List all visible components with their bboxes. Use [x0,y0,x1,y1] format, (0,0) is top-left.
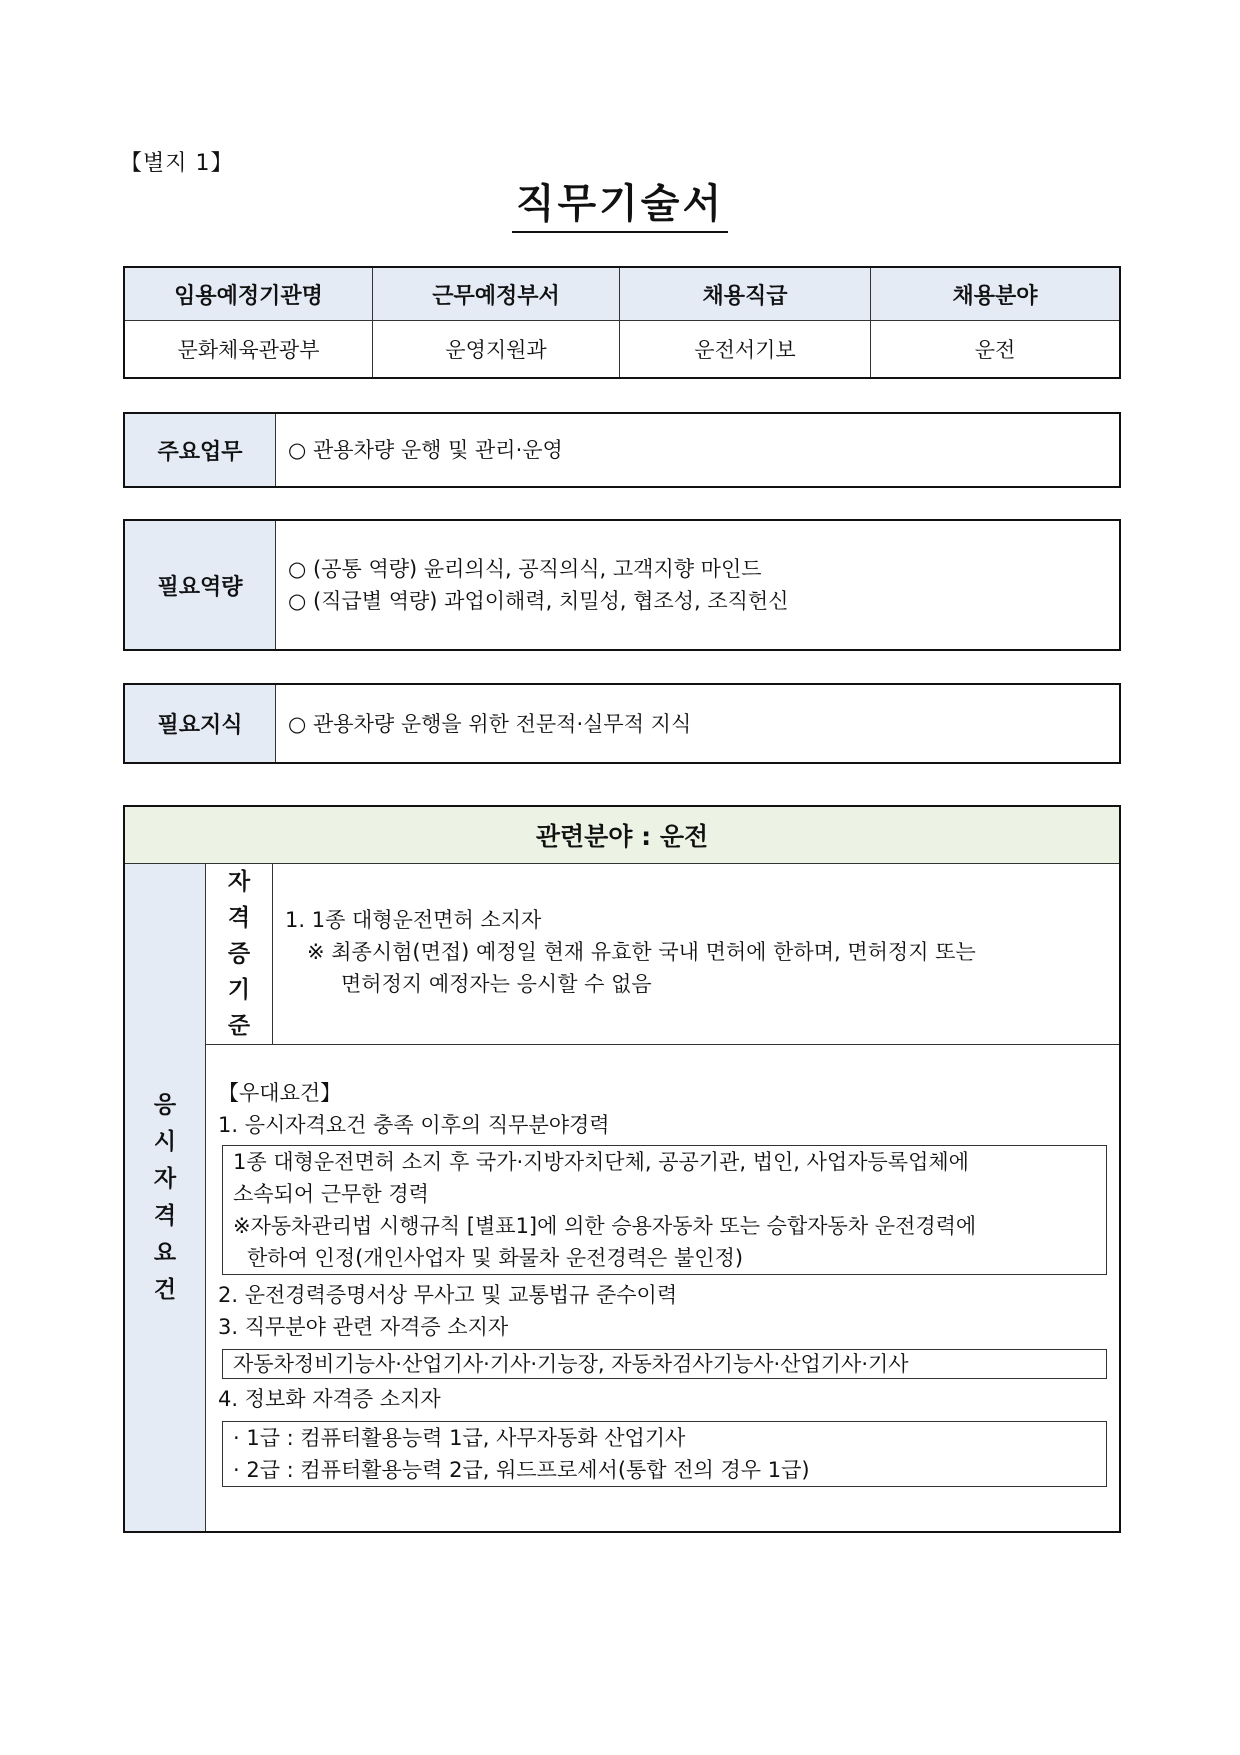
qualification-note: 면허정지 예정자는 응시할 수 없음 [341,972,652,996]
preferred-content [206,1045,1120,1532]
knowledge-label: 필요지식 [125,685,276,763]
qualification-note: ※ 최종시험(면접) 예정일 현재 유효한 국내 면허에 한하며, 면허정지 또는 [307,940,976,964]
preferred-item-4: 4. 정보화 자격증 소지자 [218,1387,441,1411]
competency-item: ○ (공통 역량) 윤리의식, 공직의식, 고객지향 마인드 [288,557,762,581]
preferred-box-4 [222,1421,1107,1487]
qualification-line: 1. 1종 대형운전면허 소지자 [285,908,542,932]
main-duties-content [276,414,1120,487]
attachment-label: 【별지 1】 [120,151,234,176]
competencies-table [124,520,1120,650]
competencies-label: 필요역량 [125,521,276,650]
value-field: 운전 [871,321,1120,378]
preferred-box-line: 자동차정비기능사·산업기사·기사·기능장, 자동차검사기능사·산업기사·기사 [233,1352,909,1376]
value-grade: 운전서기보 [620,321,871,378]
preferred-box-3 [222,1349,1107,1379]
preferred-box-line: 소속되어 근무한 경력 [233,1182,429,1206]
preferred-item-2: 2. 운전경력증명서상 무사고 및 교통법규 준수이력 [218,1283,678,1307]
preferred-title: 【우대요건】 [218,1081,342,1105]
competencies-content [276,521,1120,650]
knowledge-content [276,685,1120,763]
preferred-box-line: 1종 대형운전면허 소지 후 국가·지방자치단체, 공공기관, 법인, 사업자등록업체에 [233,1150,969,1174]
requirements-side-label: 응 시 자 격 요 건 [125,864,206,1532]
related-field-header: 관련분야 : 운전 [125,807,1120,864]
header-department: 근무예정부서 [373,268,620,321]
preferred-box-line: · 2급 : 컴퓨터활용능력 2급, 워드프로세서(통합 전의 경우 1급) [233,1458,810,1482]
header-institution: 임용예정기관명 [125,268,373,321]
competency-item: ○ (직급별 역량) 과업이해력, 치밀성, 협조성, 조직헌신 [288,589,789,613]
value-institution: 문화체육관광부 [125,321,373,378]
header-grade: 채용직급 [620,268,871,321]
main-duties-label: 주요업무 [125,414,276,487]
info-table [124,267,1120,378]
qualification-content [273,864,1120,1045]
knowledge-table [124,684,1120,763]
qualification-label: 자 격 증 기 준 [206,864,273,1045]
value-department: 운영지원과 [373,321,620,378]
preferred-box-line: ※자동차관리법 시행규칙 [별표1]에 의한 승용자동차 또는 승합자동차 운전경력에 [233,1214,977,1238]
main-duty-item: ○ 관용차량 운행 및 관리·운영 [288,438,563,462]
main-duties-table [124,413,1120,487]
preferred-box-1 [222,1145,1107,1275]
page-title: 직무기술서 [0,172,1240,229]
preferred-box-line: 한하여 인정(개인사업자 및 화물차 운전경력은 불인정) [247,1246,744,1270]
requirements-table [124,806,1120,1532]
preferred-box-line: · 1급 : 컴퓨터활용능력 1급, 사무자동화 산업기사 [233,1426,686,1450]
knowledge-item: ○ 관용차량 운행을 위한 전문적·실무적 지식 [288,711,692,736]
preferred-item-3: 3. 직무분야 관련 자격증 소지자 [218,1315,509,1339]
preferred-item-1: 1. 응시자격요건 충족 이후의 직무분야경력 [218,1113,610,1137]
header-field: 채용분야 [871,268,1120,321]
